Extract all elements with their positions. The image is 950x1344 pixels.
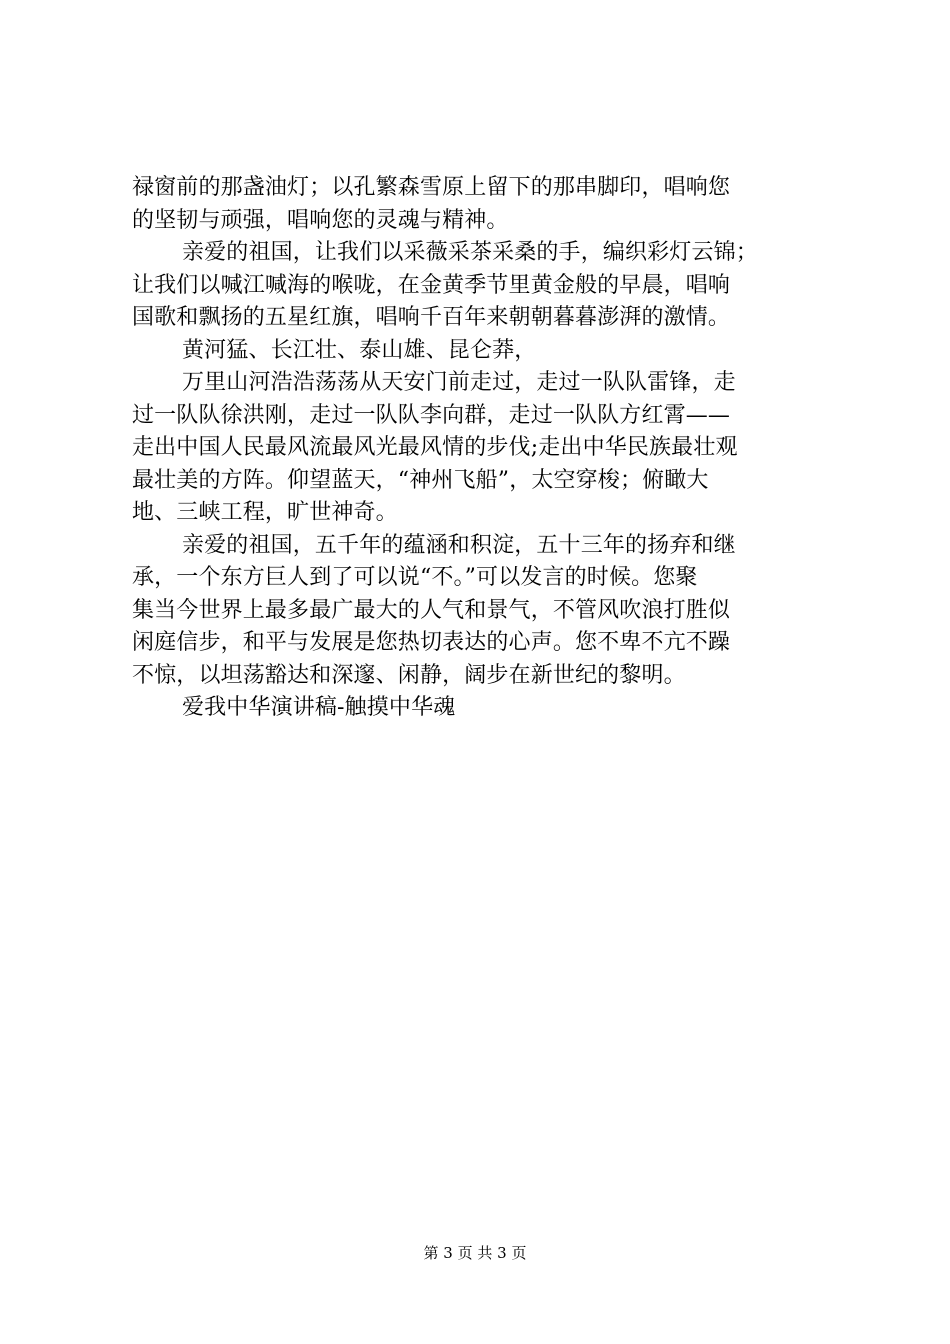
text-line: 禄窗前的那盏油灯；以孔繁森雪原上留下的那串脚印，唱响您 <box>132 175 731 200</box>
text-line: 承，一个东方巨人到了可以说“不。”可以发言的时候。您聚 <box>132 565 698 590</box>
text-line: 国歌和飘扬的五星红旗，唱响千百年来朝朝暮暮澎湃的激情。 <box>132 305 731 330</box>
page-number-label: 第 3 页 共 3 页 <box>423 1244 527 1262</box>
text-line: 过一队队徐洪刚，走过一队队李向群，走过一队队方红霄—— <box>132 402 731 428</box>
text-line: 亲爱的祖国，让我们以采薇采茶采桑的手，编织彩灯云锦； <box>182 240 758 265</box>
text-line: 集当今世界上最多最广最大的人气和景气，不管风吹浪打胜似 <box>132 597 731 623</box>
text-line: 黄河猛、长江壮、泰山雄、昆仑莽， <box>182 337 537 363</box>
text-line: 爱我中华演讲稿-触摸中华魂 <box>182 695 456 720</box>
text-line: 万里山河浩浩荡荡从天安门前走过，走过一队队雷锋，走 <box>182 370 736 395</box>
text-line: 走出中国人民最风流最风光最风情的步伐;走出中华民族最壮观 <box>132 435 738 460</box>
text-line: 不惊，以坦荡豁达和深邃、闲静，阔步在新世纪的黎明。 <box>132 662 686 688</box>
text-line: 最壮美的方阵。仰望蓝天，“神州飞船”，太空穿梭；俯瞰大 <box>132 467 709 493</box>
text-line: 亲爱的祖国，五千年的蕴涵和积淀，五十三年的扬弃和继 <box>182 532 736 558</box>
text-line: 闲庭信步，和平与发展是您热切表达的心声。您不卑不亢不躁 <box>132 630 731 655</box>
text-line: 的坚韧与顽强，唱响您的灵魂与精神。 <box>132 207 509 233</box>
text-line: 地、三峡工程，旷世神奇。 <box>132 500 398 525</box>
document-body <box>132 172 832 725</box>
text-line: 让我们以喊江喊海的喉咙，在金黄季节里黄金般的早晨，唱响 <box>132 272 731 298</box>
page-footer <box>0 1243 950 1263</box>
